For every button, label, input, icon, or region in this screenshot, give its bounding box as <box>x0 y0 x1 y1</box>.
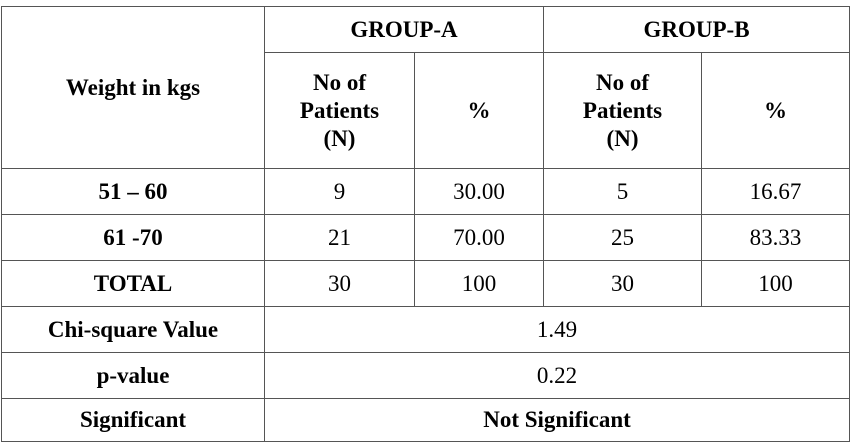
group-a-patients-header <box>265 53 415 169</box>
group-b-patients-cell: 25 <box>544 215 702 261</box>
row-label: 51 – 60 <box>2 169 265 215</box>
patients-header-line1: No of <box>596 69 650 95</box>
group-b-patients-header <box>544 53 702 169</box>
group-b-percent-cell: 100 <box>702 261 850 307</box>
group-a-percent-cell: 100 <box>415 261 544 307</box>
p-value-row <box>2 353 850 399</box>
patients-header-line3: (N) <box>323 125 356 151</box>
patients-header-line1: No of <box>312 69 367 95</box>
group-a-percent-cell: 70.00 <box>415 215 544 261</box>
stat-label: Chi-square Value <box>2 307 265 353</box>
chi-square-value: 1.49 <box>265 307 850 353</box>
table-row <box>2 215 850 261</box>
group-a-patients-cell: 30 <box>265 261 415 307</box>
table-row <box>2 169 850 215</box>
significance-row <box>2 399 850 442</box>
group-a-patients-cell: 9 <box>265 169 415 215</box>
total-row <box>2 261 850 307</box>
group-a-patients-cell: 21 <box>265 215 415 261</box>
group-b-header: GROUP-B <box>544 7 850 53</box>
group-b-percent-cell: 83.33 <box>702 215 850 261</box>
group-a-percent-header: % <box>415 53 544 169</box>
group-a-percent-cell: 30.00 <box>415 169 544 215</box>
row-label: 61 -70 <box>2 215 265 261</box>
row-label: TOTAL <box>2 261 265 307</box>
p-value: 0.22 <box>265 353 850 399</box>
group-b-percent-cell: 16.67 <box>702 169 850 215</box>
patients-header-line2: Patients <box>582 97 663 123</box>
weight-header: Weight in kgs <box>2 7 265 169</box>
patients-header-line2: Patients <box>299 97 380 123</box>
group-b-percent-header: % <box>702 53 850 169</box>
stat-label: Significant <box>2 399 265 442</box>
group-a-header: GROUP-A <box>265 7 544 53</box>
group-b-patients-cell: 5 <box>544 169 702 215</box>
group-b-patients-cell: 30 <box>544 261 702 307</box>
significance-value: Not Significant <box>265 399 850 442</box>
stat-label: p-value <box>2 353 265 399</box>
patients-header-line3: (N) <box>606 125 639 151</box>
group-header-row <box>2 7 850 53</box>
chi-square-row <box>2 307 850 353</box>
weight-distribution-table <box>1 6 850 442</box>
